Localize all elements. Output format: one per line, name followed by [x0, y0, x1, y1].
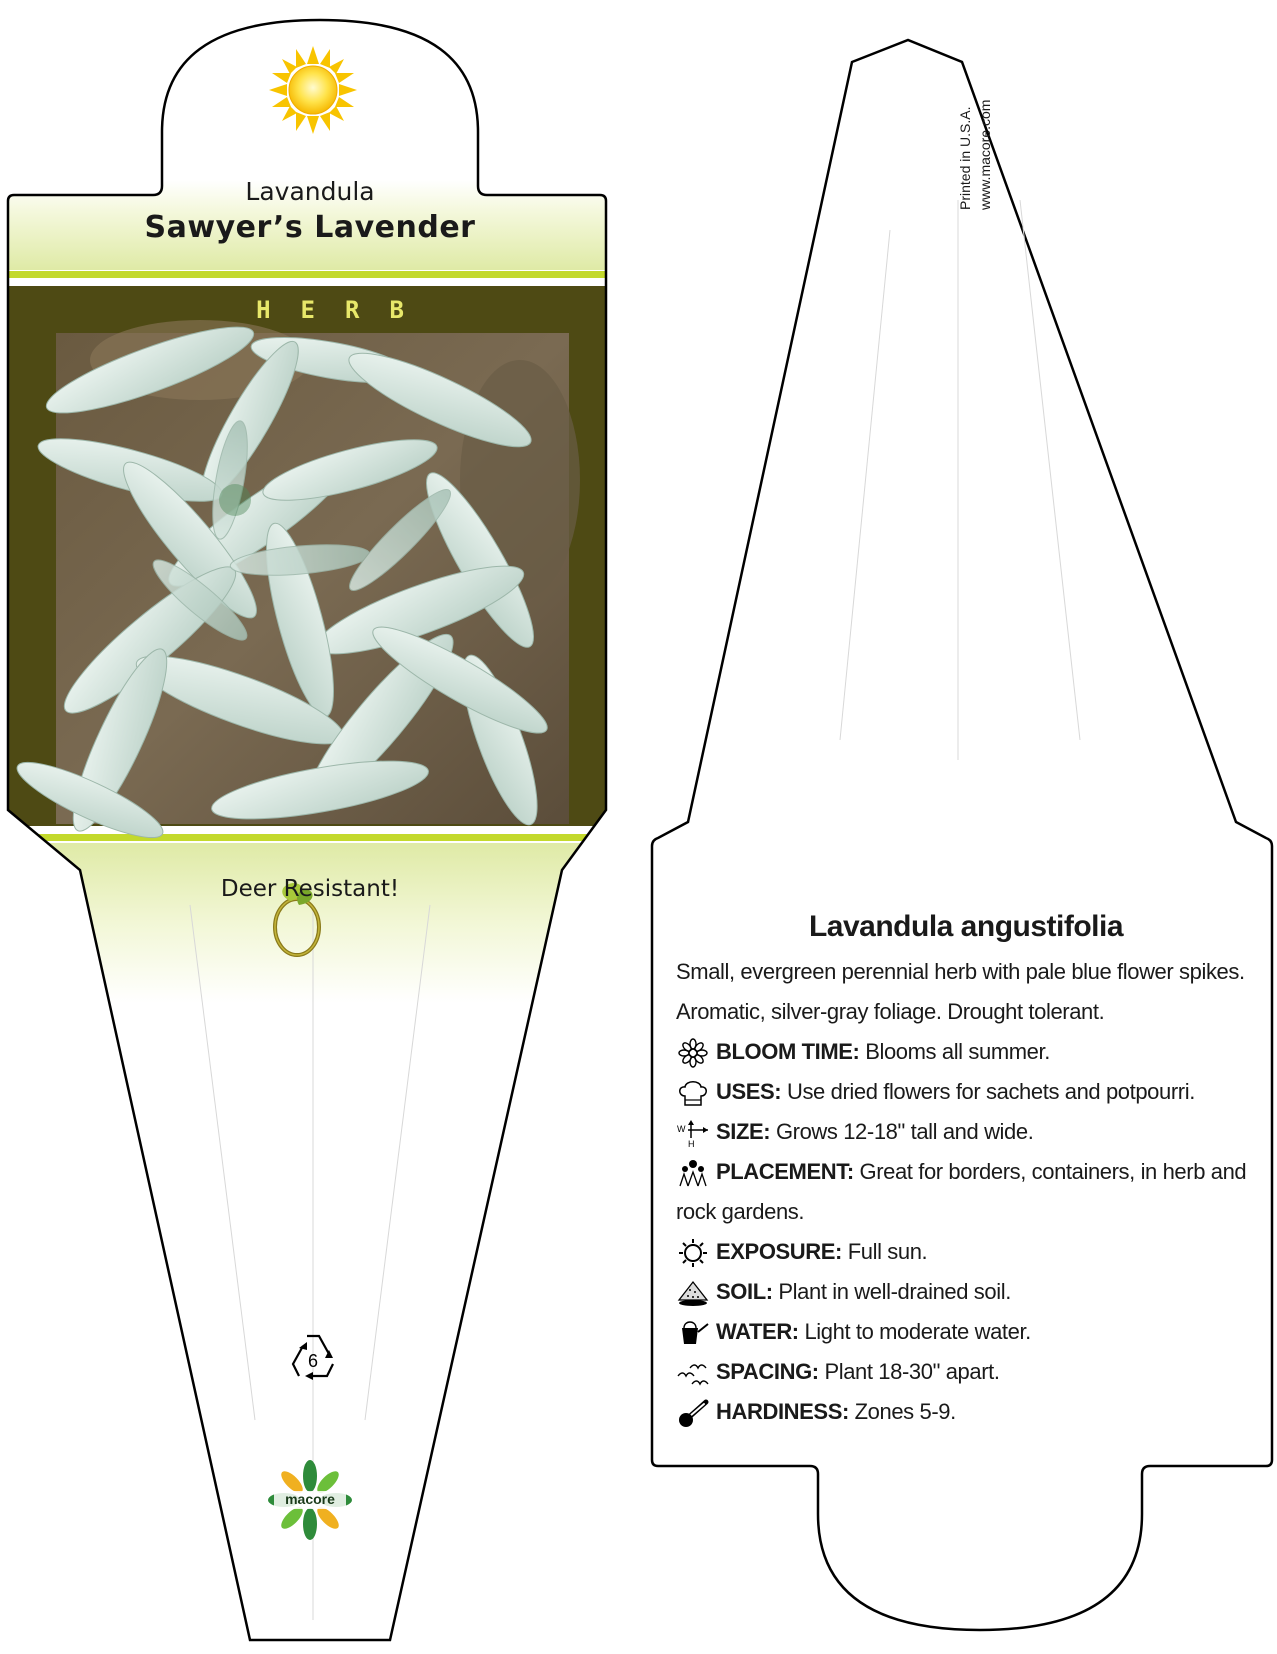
attribute-value: Plant 18-30" apart. — [824, 1359, 1000, 1384]
brand-name: macore — [285, 1491, 335, 1507]
attribute-label: SOIL: — [716, 1279, 773, 1304]
plant-description: Small, evergreen perennial herb with pale blue flower spikes. Aromatic, silver-gray foliage. Drought tolerant. — [676, 959, 1245, 1024]
printed-in-label: Printed in U.S.A. — [957, 106, 973, 210]
sun-icon — [676, 1238, 710, 1268]
flower-icon — [676, 1038, 710, 1068]
attribute-value: Blooms all summer. — [865, 1039, 1050, 1064]
attribute-list — [676, 1032, 1256, 1432]
watering-can-icon — [676, 1318, 710, 1348]
common-name: Lavandula — [245, 177, 375, 206]
sun-icon — [269, 46, 357, 134]
attribute-row — [676, 1072, 1256, 1112]
chef-hat-icon — [676, 1078, 710, 1108]
attribute-row — [676, 1272, 1256, 1312]
attribute-value: Full sun. — [847, 1239, 928, 1264]
attribute-value: Great for borders, containers, in herb and rock gardens. — [676, 1159, 1247, 1224]
attribute-row — [676, 1032, 1256, 1072]
attribute-row — [676, 1312, 1256, 1352]
feature-text: Deer Resistant! — [220, 876, 400, 902]
attribute-value: Light to moderate water. — [804, 1319, 1031, 1344]
svg-text:W: W — [677, 1124, 686, 1135]
attribute-value: Grows 12-18" tall and wide. — [775, 1119, 1034, 1144]
attribute-row — [676, 1352, 1256, 1392]
attribute-label: HARDINESS: — [716, 1399, 849, 1424]
size-arrows-icon — [676, 1118, 710, 1148]
website-label: www.macore.com — [977, 99, 993, 210]
attribute-row — [676, 1392, 1256, 1432]
plant-photo — [10, 312, 580, 850]
category-label: HERB — [256, 296, 434, 324]
attribute-value: Use dried flowers for sachets and potpourri. — [786, 1079, 1195, 1104]
recycle-number: 6 — [307, 1351, 318, 1371]
variety-name: Sawyer’s Lavender — [144, 210, 476, 245]
svg-text:H: H — [688, 1139, 695, 1149]
attribute-label: USES: — [716, 1079, 782, 1104]
attribute-label: PLACEMENT: — [716, 1159, 854, 1184]
placement-icon — [676, 1158, 710, 1188]
attribute-row — [676, 1152, 1256, 1232]
soil-icon — [676, 1278, 710, 1308]
attribute-row — [676, 1112, 1256, 1152]
attribute-row — [676, 1232, 1256, 1272]
attribute-label: SIZE: — [716, 1119, 771, 1144]
thermometer-icon — [676, 1398, 710, 1428]
attribute-label: EXPOSURE: — [716, 1239, 842, 1264]
attribute-label: WATER: — [716, 1319, 799, 1344]
attribute-label: SPACING: — [716, 1359, 819, 1384]
attribute-value: Plant in well-drained soil. — [778, 1279, 1011, 1304]
care-info — [676, 910, 1256, 1432]
attribute-value: Zones 5-9. — [854, 1399, 956, 1424]
botanical-name: Lavandula angustifolia — [808, 910, 1124, 943]
attribute-label: BLOOM TIME: — [716, 1039, 860, 1064]
spacing-icon — [676, 1358, 710, 1388]
